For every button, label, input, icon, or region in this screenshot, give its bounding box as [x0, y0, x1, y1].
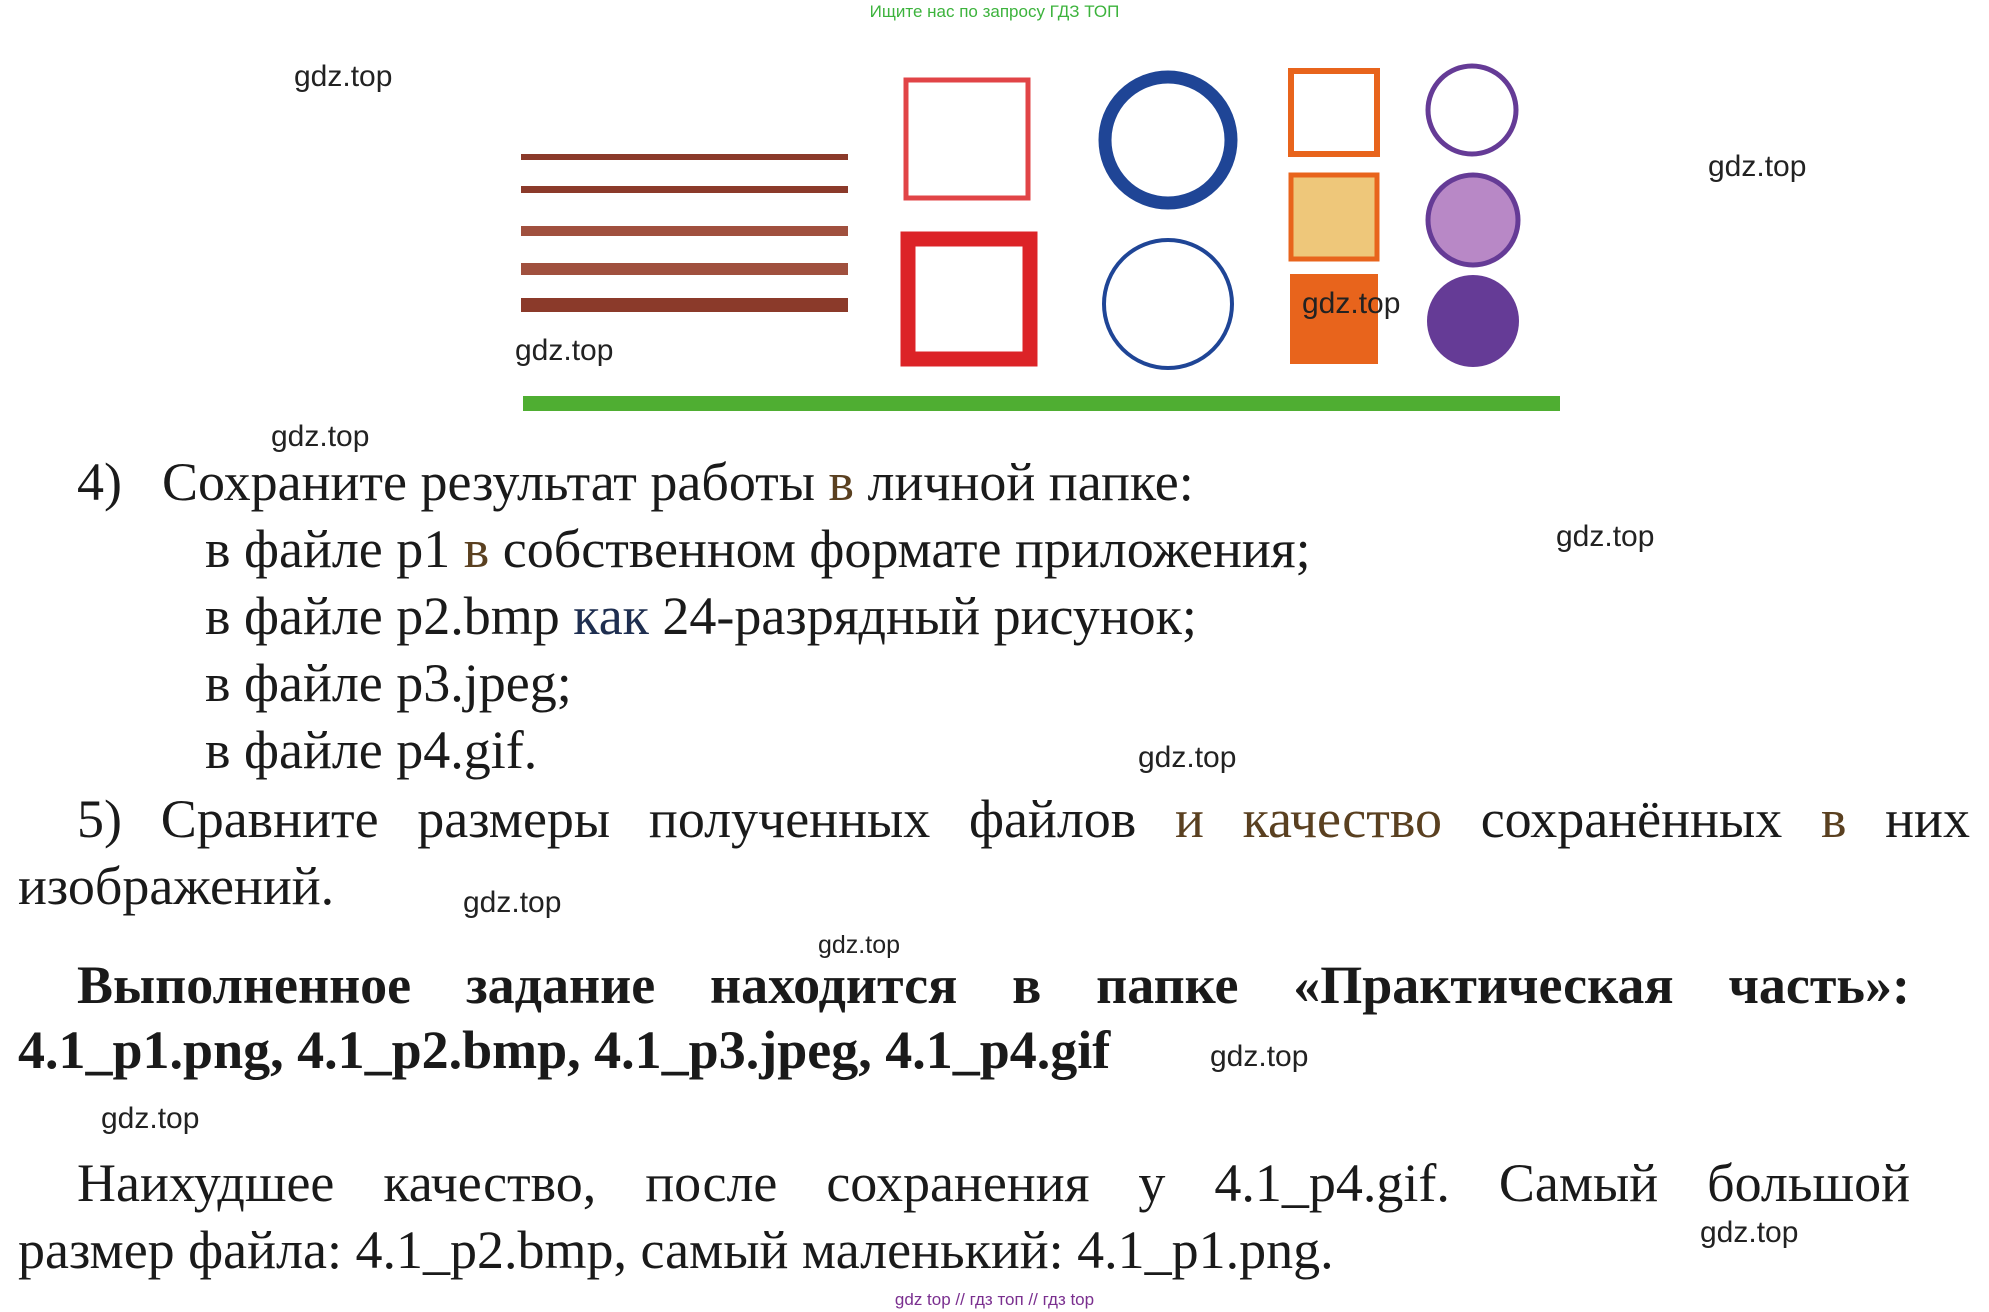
step5-number: 5) — [77, 789, 122, 849]
answer-word: 4.1_p4.gif. — [1214, 1153, 1450, 1213]
step4-file-4: в файле p4.gif. — [205, 720, 538, 780]
purple-circle-fill — [1427, 275, 1519, 367]
result-word: часть»: — [1728, 955, 1910, 1015]
watermark: gdz.top — [515, 334, 614, 367]
orange-square-outline — [1291, 71, 1377, 154]
red-square-thin — [906, 80, 1028, 198]
answer-word: Наихудшее — [77, 1153, 335, 1213]
step5-word: качество — [1242, 789, 1442, 849]
step4-file-1-preposition: в — [463, 519, 490, 579]
blue-circle-thin — [1104, 240, 1232, 368]
step5-word: них — [1885, 789, 1970, 849]
orange-square-light-fill — [1291, 175, 1377, 259]
answer-word: Самый — [1498, 1153, 1659, 1213]
step4-file-2-end: 24-разрядный рисунок; — [648, 586, 1197, 646]
step4-file-2-word: как — [573, 586, 649, 646]
answer-line-1 — [77, 1150, 1910, 1217]
step4-intro-text: Сохраните результат работы — [161, 452, 829, 512]
answer-word: большой — [1707, 1153, 1910, 1213]
purple-circle-light-fill — [1428, 175, 1518, 265]
step4-file-1-end: собственном формате приложения; — [489, 519, 1311, 579]
watermark: gdz.top — [1210, 1040, 1309, 1073]
result-word: «Практическая — [1293, 955, 1674, 1015]
step5-word: в — [1820, 789, 1847, 849]
footer-links[interactable]: gdz top // гдз топ // гдз top — [894, 1290, 1095, 1309]
step5-word: Сравните — [160, 789, 379, 849]
step5-line-1 — [77, 786, 1970, 853]
watermark: gdz.top — [294, 60, 393, 93]
answer-word: у — [1138, 1153, 1166, 1213]
result-word: в — [1012, 955, 1042, 1015]
step5-line-2: изображений. — [18, 856, 335, 916]
result-files: 4.1_p1.png, 4.1_p2.bmp, 4.1_p3.jpeg, 4.1_p4.gif — [18, 1020, 1111, 1080]
step4-file-1-text: в файле p1 — [205, 519, 464, 579]
watermark: gdz.top — [1556, 520, 1655, 553]
step5-word: файлов — [968, 789, 1137, 849]
step4-file-2 — [205, 583, 1197, 650]
result-word: папке — [1096, 955, 1239, 1015]
watermark: gdz.top — [271, 420, 370, 453]
step4-intro — [77, 449, 1194, 516]
step5-word: сохранённых — [1480, 789, 1783, 849]
answer-line-2: размер файла: 4.1_p2.bmp, самый маленький: 4.1_p1.png. — [18, 1220, 1334, 1280]
step5-word: размеры — [417, 789, 611, 849]
watermark: gdz.top — [1138, 741, 1237, 774]
watermark: gdz.top — [818, 931, 901, 959]
result-word: задание — [465, 955, 656, 1015]
red-square-thick — [908, 239, 1030, 359]
watermark: gdz.top — [1302, 287, 1401, 320]
answer-word: сохранения — [826, 1153, 1090, 1213]
step4-number: 4) — [77, 452, 122, 512]
watermark: gdz.top — [463, 886, 562, 919]
top-banner: Ищите нас по запросу ГДЗ ТОП — [869, 2, 1120, 21]
green-line — [523, 396, 1560, 411]
result-line-1 — [77, 952, 1910, 1019]
blue-circle-thick — [1105, 77, 1231, 203]
answer-word: после — [645, 1153, 778, 1213]
result-word: Выполненное — [77, 955, 412, 1015]
watermark: gdz.top — [1700, 1216, 1799, 1249]
watermark: gdz.top — [101, 1102, 200, 1135]
step5-word: и — [1174, 789, 1204, 849]
step4-file-1 — [205, 516, 1311, 583]
step4-file-2-text: в файле p2.bmp — [205, 586, 574, 646]
watermark: gdz.top — [1708, 150, 1807, 183]
step5-word: полученных — [648, 789, 931, 849]
step4-file-3: в файле p3.jpeg; — [205, 653, 572, 713]
step4-intro-end: личной папке: — [854, 452, 1194, 512]
purple-circle-outline — [1428, 66, 1516, 154]
step4-intro-preposition: в — [828, 452, 854, 512]
answer-word: качество, — [383, 1153, 597, 1213]
result-word: находится — [710, 955, 958, 1015]
